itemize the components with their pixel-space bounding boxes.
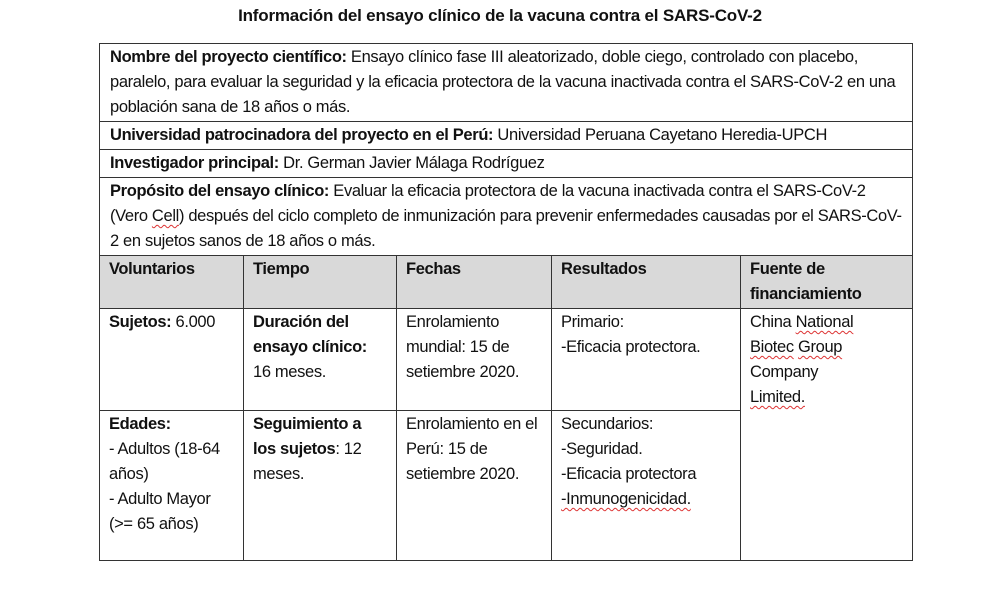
primary-item: -Eficacia protectora. (561, 338, 701, 356)
investigator-cell (100, 150, 913, 178)
project-name-label: Nombre del proyecto científico: (110, 48, 347, 66)
funding-text: Company (750, 363, 819, 381)
header-fuente: Fuente de financiamiento (741, 256, 913, 309)
investigator-value: Dr. German Javier Málaga Rodríguez (278, 154, 545, 172)
project-name-row (100, 44, 913, 122)
duration-cell (244, 309, 397, 411)
purpose-label: Propósito del ensayo clínico: (110, 182, 330, 200)
university-row (100, 122, 913, 150)
results-cell (552, 309, 741, 411)
results-cell (552, 411, 741, 561)
followup-value: : 12 meses. (253, 440, 362, 483)
project-name-cell (100, 44, 913, 122)
subjects-label: Sujetos: (109, 313, 172, 331)
secondary-item: -Inmunogenicidad. (561, 490, 691, 508)
funding-text: Group (798, 338, 843, 356)
clinical-trial-table (99, 43, 913, 561)
date-cell: Enrolamiento en el Perú: 15 de setiembre 2020. (397, 411, 552, 561)
university-cell (100, 122, 913, 150)
purpose-row (100, 178, 913, 256)
investigator-row (100, 150, 913, 178)
investigator-label: Investigador principal: (110, 154, 279, 172)
header-voluntarios: Voluntarios (100, 256, 244, 309)
followup-cell (244, 411, 397, 561)
project-name-value: Ensayo clínico fase III aleatorizado, doble ciego, controlado con placebo, paralelo, para evaluar la seguridad y la eficacia protectora de la vacuna inactivada contra el SARS-CoV-2 en una población sana de 18 años o más. (110, 48, 896, 116)
duration-label: Duración del ensayo clínico: (253, 313, 367, 356)
header-resultados: Resultados (552, 256, 741, 309)
header-tiempo: Tiempo (244, 256, 397, 309)
purpose-value: Evaluar la eficacia protectora de la vacuna inactivada contra el SARS-CoV-2 (Vero (110, 182, 866, 225)
ages-cell (100, 411, 244, 561)
duration-value: 16 meses. (253, 363, 326, 381)
funding-text: Biotec (750, 338, 794, 356)
header-fechas: Fechas (397, 256, 552, 309)
purpose-value-cell: Cell (151, 207, 179, 225)
table-row (100, 309, 913, 411)
university-label: Universidad patrocinadora del proyecto en el Perú: (110, 126, 494, 144)
ages-item: - Adultos (18-64 años) (109, 440, 220, 483)
funding-text: China (750, 313, 796, 331)
secondary-item: -Seguridad. (561, 440, 643, 458)
purpose-cell (100, 178, 913, 256)
primary-title: Primario: (561, 313, 624, 331)
funding-text: Limited. (750, 388, 805, 406)
followup-label: Seguimiento a los sujetos (253, 415, 362, 458)
document-title: Información del ensayo clínico de la vacuna contra el SARS-CoV-2 (238, 6, 762, 25)
volunteers-cell (100, 309, 244, 411)
purpose-value-end: ) después del ciclo completo de inmunización para prevenir enfermedades causadas por el SARS-CoV-2 en sujetos sanos de 18 años o más. (110, 207, 902, 250)
university-value: Universidad Peruana Cayetano Heredia-UPCH (493, 126, 828, 144)
secondary-title: Secundarios: (561, 415, 654, 433)
ages-item: - Adulto Mayor (>= 65 años) (109, 490, 211, 533)
funding-text: National (795, 313, 854, 331)
ages-label: Edades: (109, 415, 171, 433)
subjects-value: 6.000 (171, 313, 216, 331)
secondary-item: -Eficacia protectora (561, 465, 697, 483)
header-row (100, 256, 913, 309)
funding-cell (741, 309, 913, 561)
date-cell: Enrolamiento mundial: 15 de setiembre 2020. (397, 309, 552, 411)
